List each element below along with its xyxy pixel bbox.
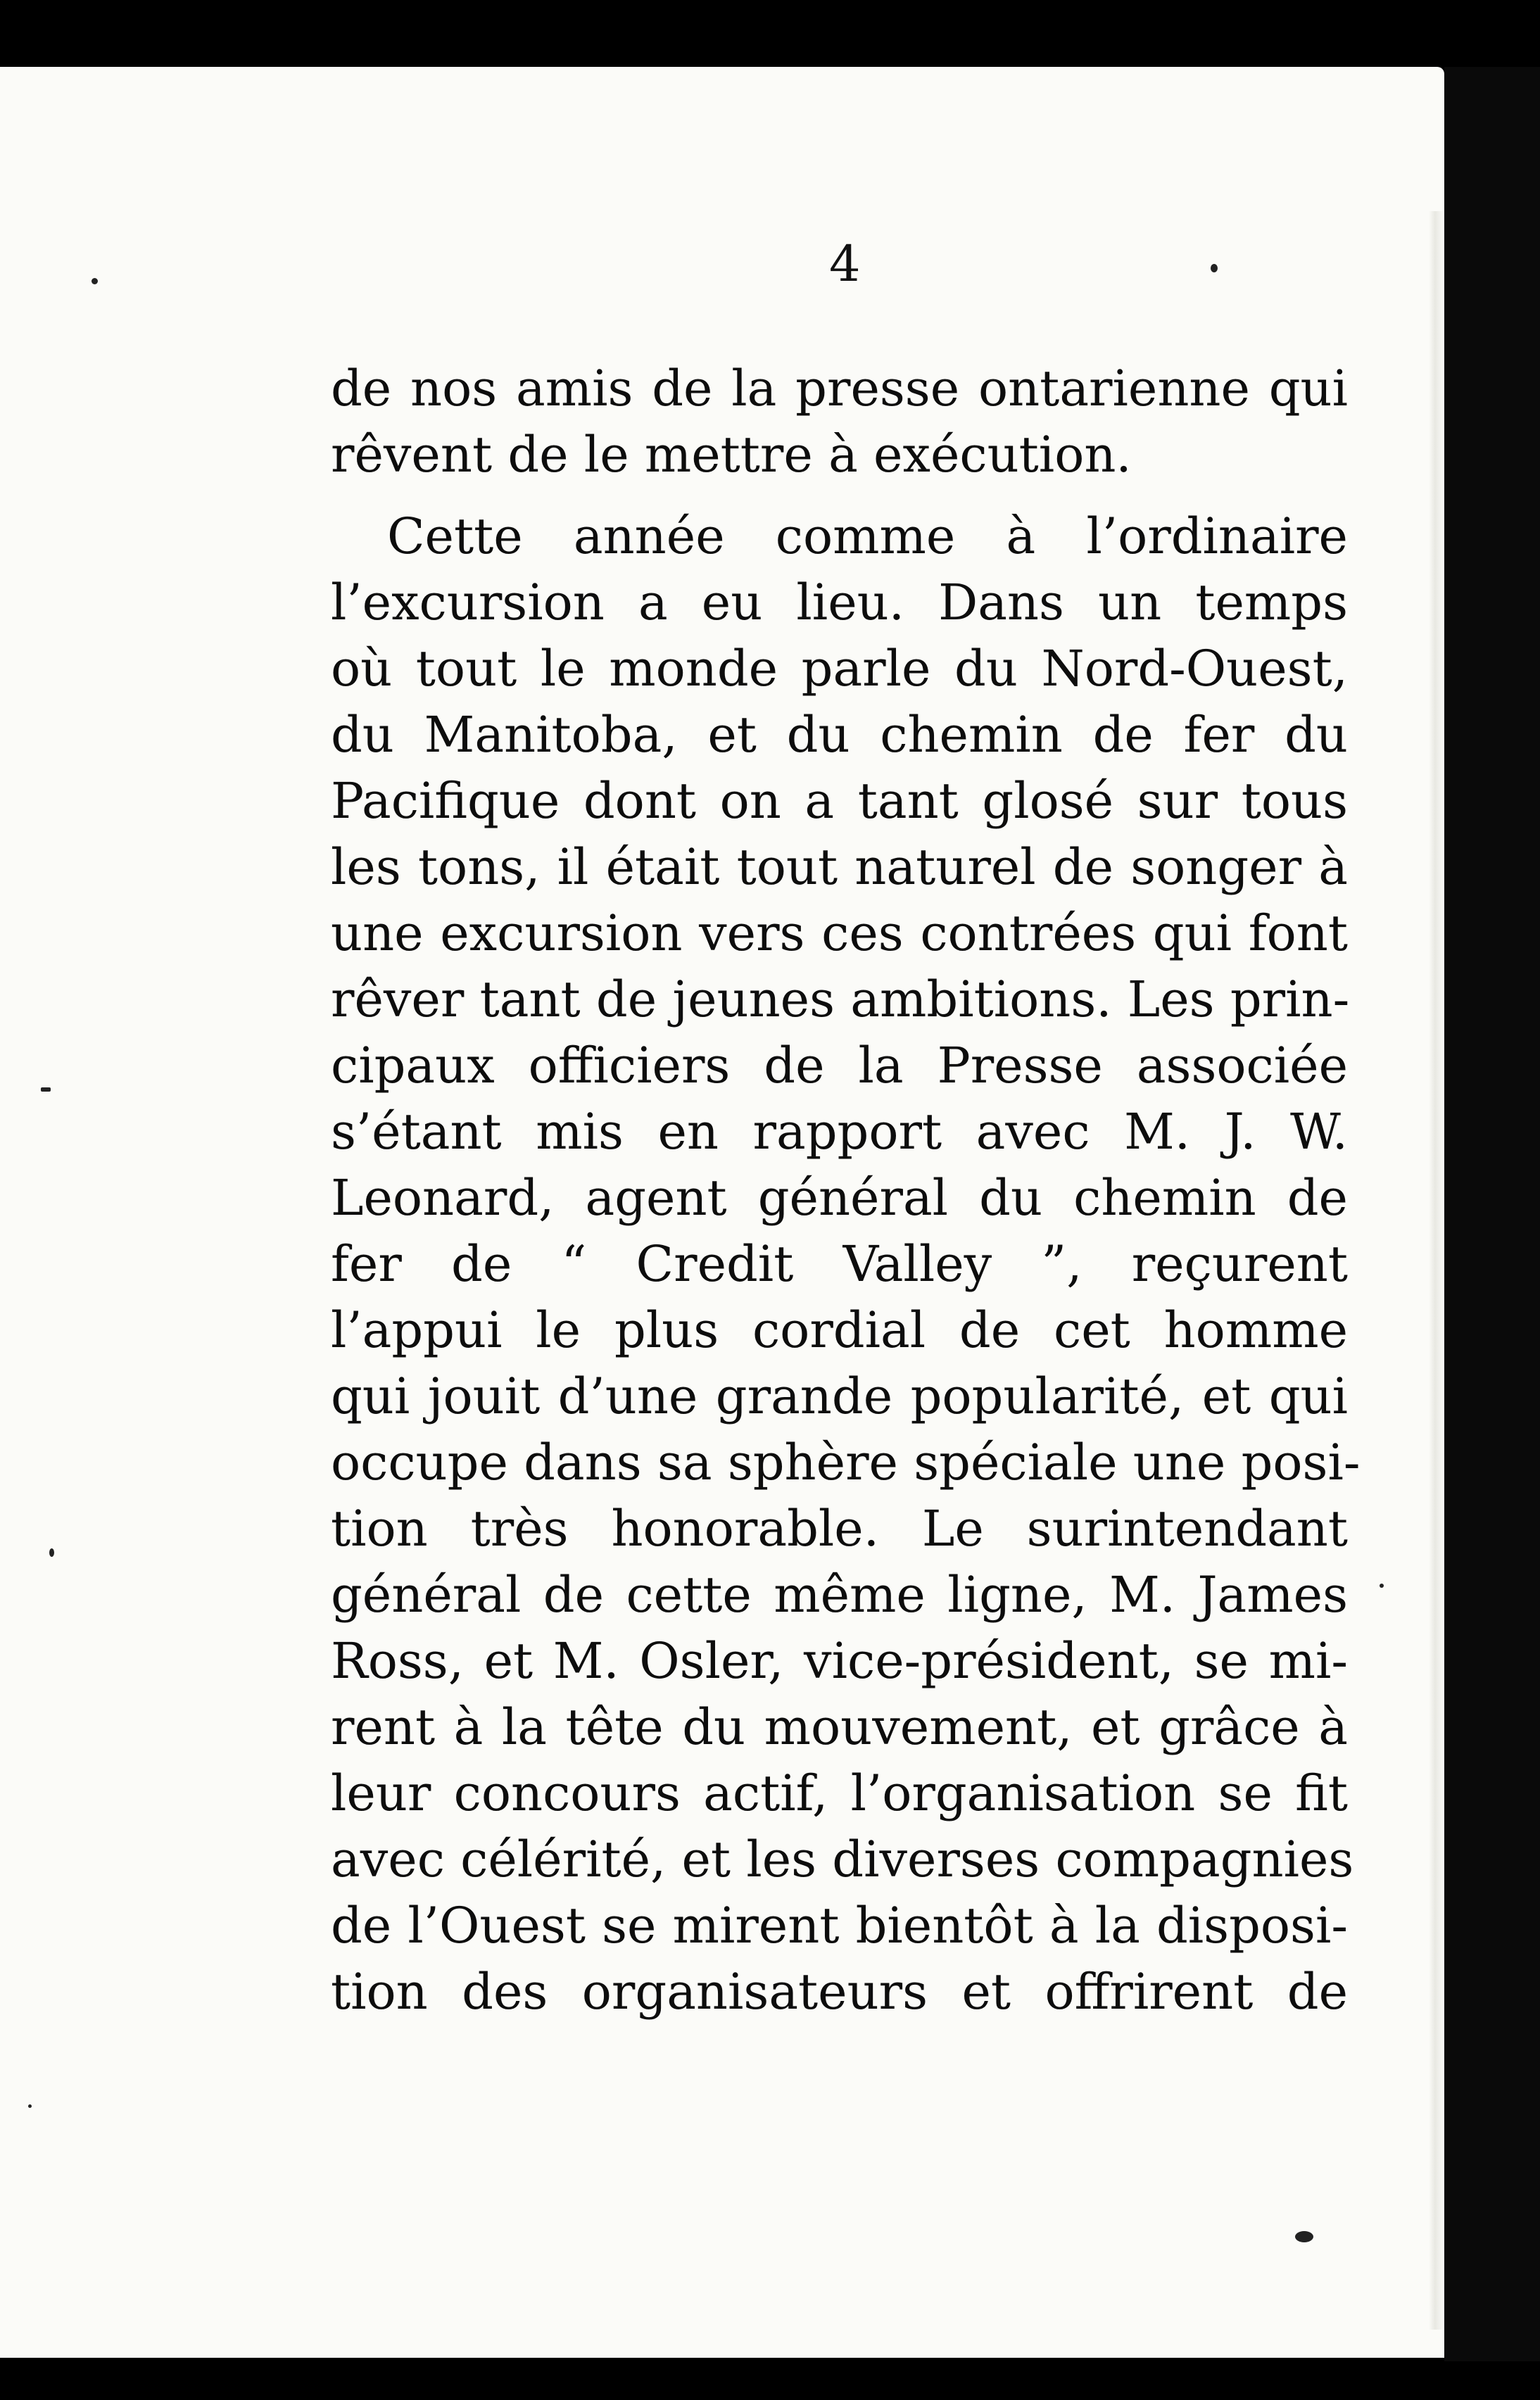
text-line: tion des organisateurs et offrirent de [331,1963,1348,2021]
text-line: une excursion vers ces contrées qui font [331,904,1348,962]
page-number: 4 [829,235,861,293]
text-line: Cette année comme à l’ordinaire [387,507,1348,565]
print-speck [1295,2231,1313,2242]
text-line: tion très honorable. Le surintendant [331,1500,1348,1558]
text-line: rent à la tête du mouvement, et grâce à [331,1698,1348,1756]
text-line: s’étant mis en rapport avec M. J. W. [331,1103,1348,1161]
print-speck [1380,1584,1384,1588]
text-line: les tons, il était tout naturel de songer à [331,838,1348,896]
text-line: Ross, et M. Osler, vice-président, se mi- [331,1632,1348,1690]
text-line: rêvent de le mettre à exécution. [331,426,1132,484]
text-line: cipaux officiers de la Presse associée [331,1037,1348,1094]
text-line: avec célérité, et les diverses compagnies [331,1831,1354,1888]
page-edge-shadow [1429,211,1444,2330]
text-line: de l’Ouest se mirent bientôt à la disposi- [331,1897,1348,1954]
print-speck [49,1548,54,1557]
text-line: qui jouit d’une grande popularité, et qui [331,1368,1348,1425]
text-line: l’appui le plus cordial de cet homme [331,1301,1348,1359]
print-speck [28,2104,32,2108]
print-speck [41,1087,51,1092]
text-line: fer de “ Credit Valley ”, reçurent [331,1235,1348,1293]
text-line: leur concours actif, l’organisation se fit [331,1764,1348,1822]
text-line: occupe dans sa sphère spéciale une posi- [331,1434,1361,1491]
text-line: Leonard, agent général du chemin de [331,1169,1348,1227]
text-line: du Manitoba, et du chemin de fer du [331,706,1348,764]
text-line: où tout le monde parle du Nord-Ouest, [331,640,1348,697]
text-line: de nos amis de la presse ontarienne qui [331,360,1348,417]
text-line: Pacifique dont on a tant glosé sur tous [331,772,1348,830]
scan-border [1444,67,1540,2361]
text-line: rêver tant de jeunes ambitions. Les prin- [331,971,1350,1028]
print-speck [1211,264,1218,272]
body-text [331,355,1361,2025]
text-line: l’excursion a eu lieu. Dans un temps [331,574,1348,631]
text-line: général de cette même ligne, M. James [331,1566,1348,1624]
print-speck [91,278,98,284]
